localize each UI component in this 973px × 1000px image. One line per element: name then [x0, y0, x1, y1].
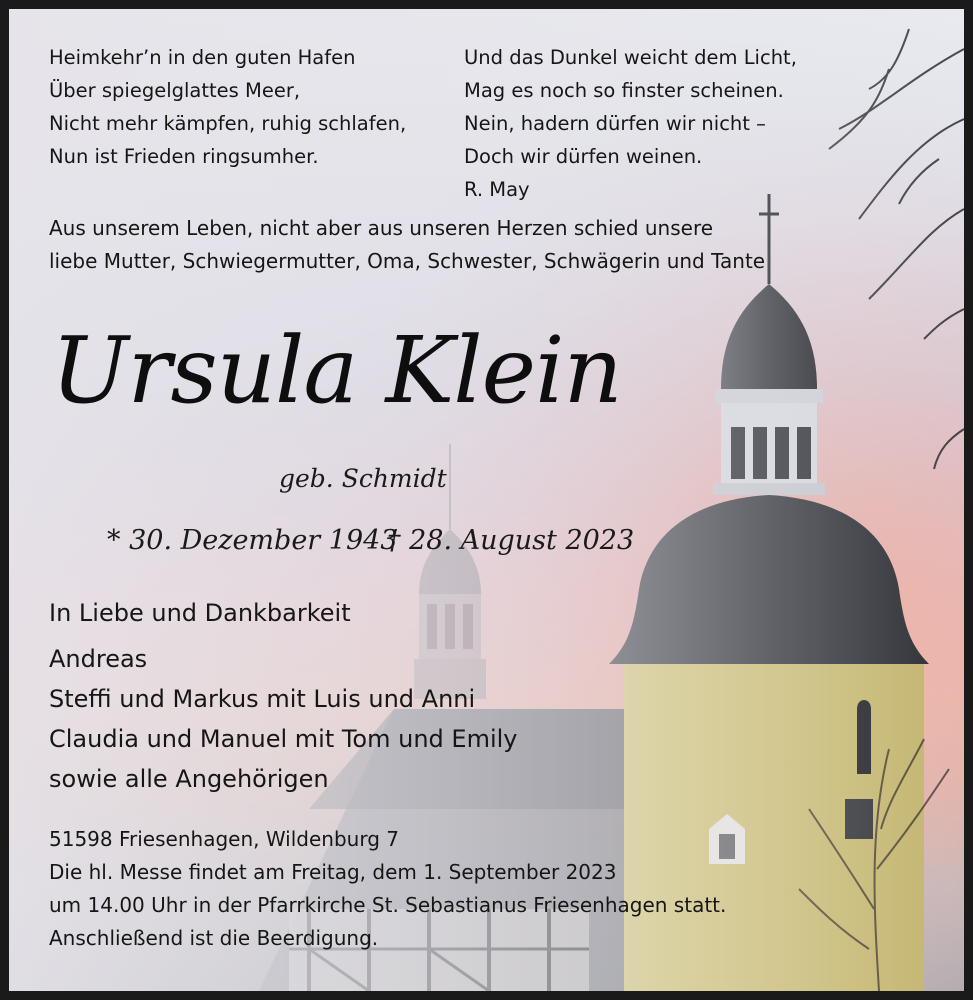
- poem-right-line: Mag es noch so finster scheinen.: [464, 79, 784, 102]
- service-line: Die hl. Messe findet am Freitag, dem 1. September 2023: [49, 860, 617, 884]
- maiden-name: geb. Schmidt: [279, 464, 447, 493]
- mourners-heading: In Liebe und Dankbarkeit: [49, 599, 351, 627]
- poem-left-line: Nun ist Frieden ringsumher.: [49, 145, 319, 168]
- mourners-list: [49, 639, 518, 799]
- poem-left-line: Heimkehr’n in den guten Hafen: [49, 46, 356, 69]
- poem-author: R. May: [464, 178, 530, 201]
- poem-right-line: Doch wir dürfen weinen.: [464, 145, 703, 168]
- poem-right-line: Nein, hadern dürfen wir nicht –: [464, 112, 766, 135]
- poem-right: [464, 41, 797, 206]
- service-line: um 14.00 Uhr in der Pfarrkirche St. Sebastianus Friesenhagen statt.: [49, 893, 727, 917]
- poem-left-line: Nicht mehr kämpfen, ruhig schlafen,: [49, 112, 407, 135]
- address: 51598 Friesenhagen, Wildenburg 7: [49, 827, 399, 851]
- mourner-entry: sowie alle Angehörigen: [49, 765, 329, 793]
- mourner-entry: Claudia und Manuel mit Tom und Emily: [49, 725, 518, 753]
- service-block: [49, 823, 726, 955]
- poem-left: [49, 41, 406, 173]
- death-date: † 28. August 2023: [387, 525, 635, 556]
- intro-line: Aus unserem Leben, nicht aber aus unseren Herzen schied unsere: [49, 216, 714, 240]
- mourner-entry: Steffi und Markus mit Luis und Anni: [49, 685, 476, 713]
- deceased-name: Ursula Klein: [51, 317, 622, 424]
- mourner-entry: Andreas: [49, 645, 148, 673]
- birth-date: * 30. Dezember 1943: [107, 525, 398, 556]
- poem-left-line: Über spiegelglattes Meer,: [49, 79, 301, 102]
- poem-right-line: Und das Dunkel weicht dem Licht,: [464, 46, 797, 69]
- intro-text: [49, 212, 765, 278]
- intro-line: liebe Mutter, Schwiegermutter, Oma, Schwester, Schwägerin und Tante: [49, 249, 766, 273]
- service-line: Anschließend ist die Beerdigung.: [49, 926, 379, 950]
- obituary-card: [9, 9, 964, 991]
